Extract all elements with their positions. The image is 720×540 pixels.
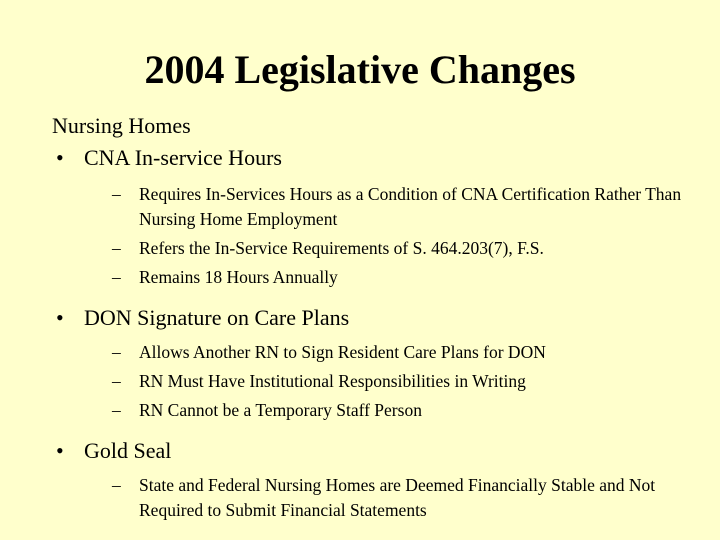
sub-item	[52, 473, 692, 523]
dash-icon: –	[112, 475, 121, 495]
sub-item	[52, 369, 692, 394]
intro-heading: Nursing Homes	[52, 113, 191, 138]
sub-list	[52, 182, 692, 290]
sub-item-text: RN Cannot be a Temporary Staff Person	[139, 400, 422, 420]
bullet-item	[52, 304, 692, 332]
sub-item-text: Refers the In-Service Requirements of S. 464.203(7), F.S.	[139, 238, 544, 258]
dash-icon: –	[112, 267, 121, 287]
sub-item	[52, 182, 692, 232]
sub-item-text: Allows Another RN to Sign Resident Care Plans for DON	[139, 342, 546, 362]
dash-icon: –	[112, 238, 121, 258]
bullet-heading: DON Signature on Care Plans	[84, 305, 350, 330]
section-cna-inservice-hours	[52, 144, 692, 290]
bullet-icon: •	[56, 438, 64, 463]
sub-item	[52, 265, 692, 290]
bullet-icon: •	[56, 305, 64, 330]
dash-icon: –	[112, 400, 121, 420]
sub-item	[52, 398, 692, 423]
bullet-item	[52, 437, 692, 465]
dash-icon: –	[112, 371, 121, 391]
section-don-signature	[52, 304, 692, 423]
bullet-item	[52, 144, 692, 172]
slide-content	[52, 112, 692, 523]
sub-list	[52, 340, 692, 423]
sub-item-text: RN Must Have Institutional Responsibilities in Writing	[139, 371, 526, 391]
sub-item-text: State and Federal Nursing Homes are Deemed Financially Stable and Not Required to Submit Financial Statements	[139, 475, 656, 520]
dash-icon: –	[112, 342, 121, 362]
bullet-heading: Gold Seal	[84, 438, 172, 463]
sub-item	[52, 236, 692, 261]
sub-item	[52, 340, 692, 365]
dash-icon: –	[112, 184, 121, 204]
bullet-icon: •	[56, 145, 64, 170]
bullet-heading: CNA In-service Hours	[84, 145, 282, 170]
sub-item-text: Remains 18 Hours Annually	[139, 267, 338, 287]
section-gold-seal	[52, 437, 692, 523]
slide-title: 2004 Legislative Changes	[144, 47, 576, 92]
sub-item-text: Requires In-Services Hours as a Condition of CNA Certification Rather Than Nursing Home Employment	[139, 184, 682, 229]
sub-list	[52, 473, 692, 523]
